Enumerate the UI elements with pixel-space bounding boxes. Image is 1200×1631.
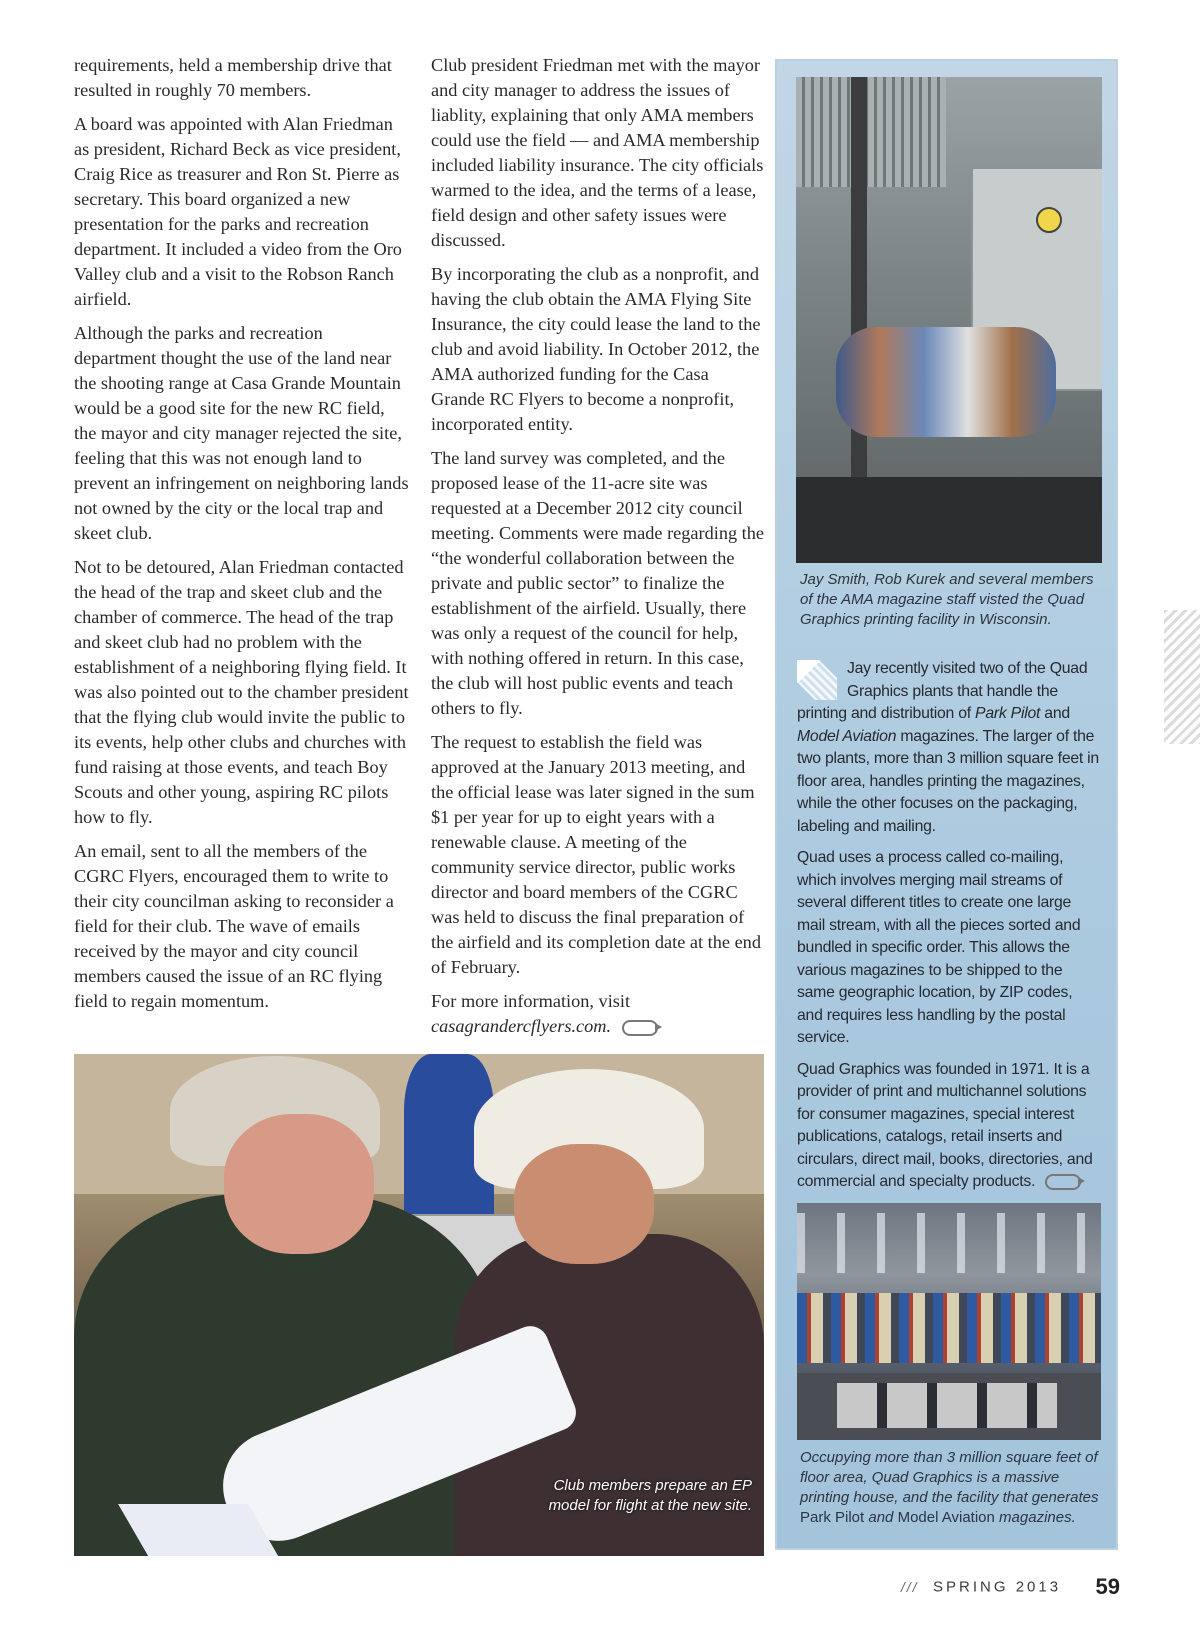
end-of-article-icon	[622, 1020, 658, 1036]
sidebar-paragraph: Quad uses a process called co-mailing, which involves merging mail streams of several different titles to create one large mail stream, with all the pieces sorted and bundled in specific order. This allows the various magazines to be shipped to the same geographic location, by ZIP codes, and requires less handling by the postal service.	[797, 849, 1081, 1046]
press-floor	[796, 477, 1102, 563]
paragraph: The request to establish the field was approved at the January 2013 meeting, and the official lease was later signed in the sum $1 per year for up to eight years with a renewable clause. A meeting of the community service director, public works director and board members of the CGRC was held to discuss the final preparation of the airfield and its completion date at the end of February.	[431, 732, 761, 977]
warehouse-photo	[797, 1203, 1101, 1440]
paragraph: requirements, held a membership drive that resulted in roughly 70 members.	[74, 55, 392, 100]
magazine-title: Model Aviation	[897, 1509, 995, 1526]
text-run: Jay recently visited two of the Quad Graphics plants that handle the printing and distribution of	[797, 660, 1088, 722]
sidebar-paragraph	[797, 658, 1102, 838]
text-run: and	[1040, 705, 1070, 722]
magazine-title: Park Pilot	[800, 1509, 865, 1526]
page-number: 59	[1095, 1574, 1120, 1599]
paragraph: By incorporating the club as a nonprofit, and having the club obtain the AMA Flying Site Insurance, the city could lease the land to the club and avoid liability. In October 2012, the AMA authorized funding for the Casa Grande RC Flyers to become a nonprofit, incorporated entity.	[431, 264, 761, 434]
text-run: Occupying more than 3 million square feet of floor area, Quad Graphics is a massive printing house, and the facility that generates	[800, 1449, 1099, 1506]
page-footer	[901, 1574, 1120, 1600]
text-run: Quad Graphics was founded in 1971. It is a provider of print and multichannel solutions for consumer magazines, special interest publications, catalogs, retail inserts and circulars, direct mail, books, directories, and commercial and specialty products.	[797, 1060, 1093, 1190]
footer-slashes: ///	[900, 1579, 919, 1595]
more-info-paragraph	[431, 989, 766, 1039]
article-column-2	[431, 53, 766, 1048]
paragraph: Club president Friedman met with the mayor and city manager to address the issues of liablity, explaining that only AMA members could use the field — and AMA membership included liability insurance. The city officials warmed to the idea, and the terms of a lease, field design and other safety issues were discussed.	[431, 55, 764, 250]
sidebar-box	[775, 59, 1118, 1550]
warehouse-carts	[837, 1383, 1057, 1428]
sidebar-text	[797, 658, 1102, 1203]
club-website-link[interactable]: casagrandercflyers.com.	[431, 1016, 612, 1036]
ceiling-lights	[797, 1213, 1101, 1273]
man-right-face	[514, 1144, 654, 1264]
sidebar-paragraph	[797, 1059, 1102, 1194]
text-run: and	[864, 1509, 898, 1526]
paragraph: The land survey was completed, and the proposed lease of the 11-acre site was requested at a December 2012 city council meeting. Comments were made regarding the “the wonderful collaboration between the private and public sector” to finalize the establishment of the airfield. Usually, there was only a request of the council for help, with nothing offered in return. In this case, the club will host public events and teach others to fly.	[431, 448, 765, 718]
press-knob	[1036, 207, 1062, 233]
warehouse-racks	[797, 1293, 1101, 1363]
club-members-photo	[74, 1054, 764, 1556]
photo-caption: Jay Smith, Rob Kurek and several members of the AMA magazine staff visted the Quad Graphics printing facility in Wisconsin.	[800, 571, 1094, 628]
text-run: magazines.	[994, 1509, 1076, 1526]
paragraph: Although the parks and recreation department thought the use of the land near the shooting range at Casa Grande Mountain would be a good site for the new RC field, the mayor and city manager rejected the site, feeling that this was not enough land to prevent an infringement on neighboring lands not owned by the city or the local trap and skeet club.	[74, 323, 409, 543]
printing-press-photo	[796, 77, 1102, 563]
photo-caption	[800, 1448, 1100, 1528]
paper-roll	[836, 327, 1056, 437]
paragraph: Not to be detoured, Alan Friedman contacted the head of the trap and skeet club and the chamber of commerce. The head of the trap and skeet club had no problem with the establishment of a neighboring flying field. It was also pointed out to the chamber president that the flying club would invite the public to its events, help other clubs and churches with fund raising at those events, and teach Boy Scouts and other young, aspiring RC pilots how to fly.	[74, 557, 409, 827]
man-left-face	[224, 1114, 374, 1254]
photo-caption: Club members prepare an EP model for flight at the new site.	[548, 1477, 752, 1514]
magazine-title: Park Pilot	[975, 705, 1041, 722]
issue-label: SPRING 2013	[933, 1578, 1062, 1596]
page-edge-tab	[1164, 610, 1200, 744]
press-safety-cage	[796, 77, 946, 187]
paragraph: An email, sent to all the members of the CGRC Flyers, encouraged them to write to their city councilman asking to reconsider a field for their club. The wave of emails received by the mayor and city council members caused the issue of an RC flying field to regain momentum.	[74, 841, 394, 1011]
magazine-title: Model Aviation	[797, 727, 897, 745]
paragraph: A board was appointed with Alan Friedman as president, Richard Beck as vice president, Craig Rice as treasurer and Ron St. Pierre as secretary. This board organized a new presentation for the parks and recreation department. It included a video from the Oro Valley club and a visit to the Robson Ranch airfield.	[74, 114, 402, 309]
article-column-1	[74, 53, 409, 1023]
end-of-article-icon	[1045, 1174, 1081, 1190]
more-info-prefix: For more information, visit	[431, 991, 631, 1011]
arrow-icon	[797, 660, 837, 700]
text-run: magazines. The larger of the two plants, more than 3 million square feet in floor area, handles printing the magazines, while the other focuses on the packaging, labeling and mailing.	[797, 727, 1099, 835]
